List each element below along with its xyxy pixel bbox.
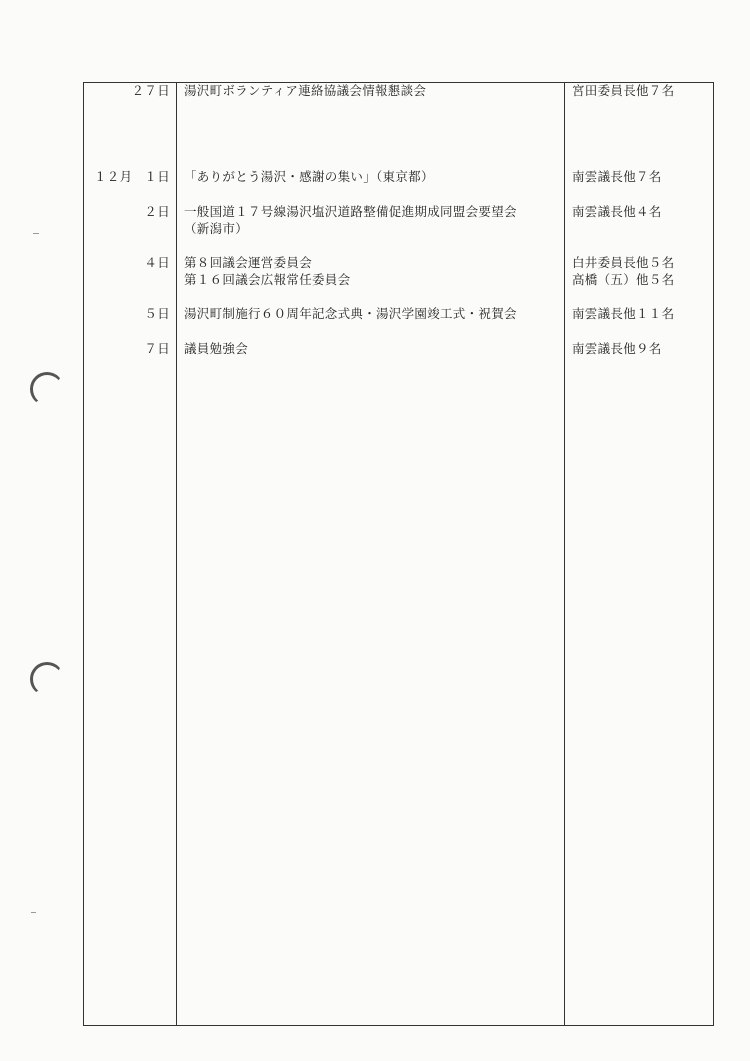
row-event: 議員勉強会 — [184, 341, 249, 356]
row-month: １２月 — [94, 169, 133, 184]
row-day: ２７日 — [131, 83, 170, 98]
row-event-line2: （新潟市） — [184, 221, 249, 236]
row-day: １日 — [144, 169, 170, 184]
row-day: ４日 — [144, 255, 170, 270]
row-attendees: 南雲議長他１１名 — [572, 306, 675, 321]
column-divider-date — [176, 82, 177, 1026]
row-attendees: 白井委員長他５名 — [572, 255, 675, 270]
row-event: 一般国道１７号線湯沢塩沢道路整備促進期成同盟会要望会 — [184, 204, 517, 219]
column-divider-attendees — [564, 82, 565, 1026]
row-event-line2: 第１６回議会広報常任委員会 — [184, 272, 351, 287]
row-day: ２日 — [144, 204, 170, 219]
row-event: 湯沢町制施行６０周年記念式典・湯沢学園竣工式・祝賀会 — [184, 306, 517, 321]
punch-hole-icon — [30, 662, 64, 696]
row-event: 「ありがとう湯沢・感謝の集い」（東京都） — [184, 169, 434, 184]
row-attendees: 宮田委員長他７名 — [572, 83, 675, 98]
row-event: 湯沢町ボランティア連絡協議会情報懇談会 — [184, 83, 427, 98]
row-attendees: 南雲議長他４名 — [572, 204, 662, 219]
row-attendees: 南雲議長他７名 — [572, 169, 662, 184]
row-day: ７日 — [144, 341, 170, 356]
row-attendees: 南雲議長他９名 — [572, 341, 662, 356]
row-attendees-line2: 高橋（五）他５名 — [572, 272, 675, 287]
scan-speck — [33, 233, 39, 234]
scan-speck — [31, 912, 36, 913]
row-event: 第８回議会運営委員会 — [184, 255, 313, 270]
row-day: ５日 — [144, 306, 170, 321]
punch-hole-icon — [30, 372, 64, 406]
